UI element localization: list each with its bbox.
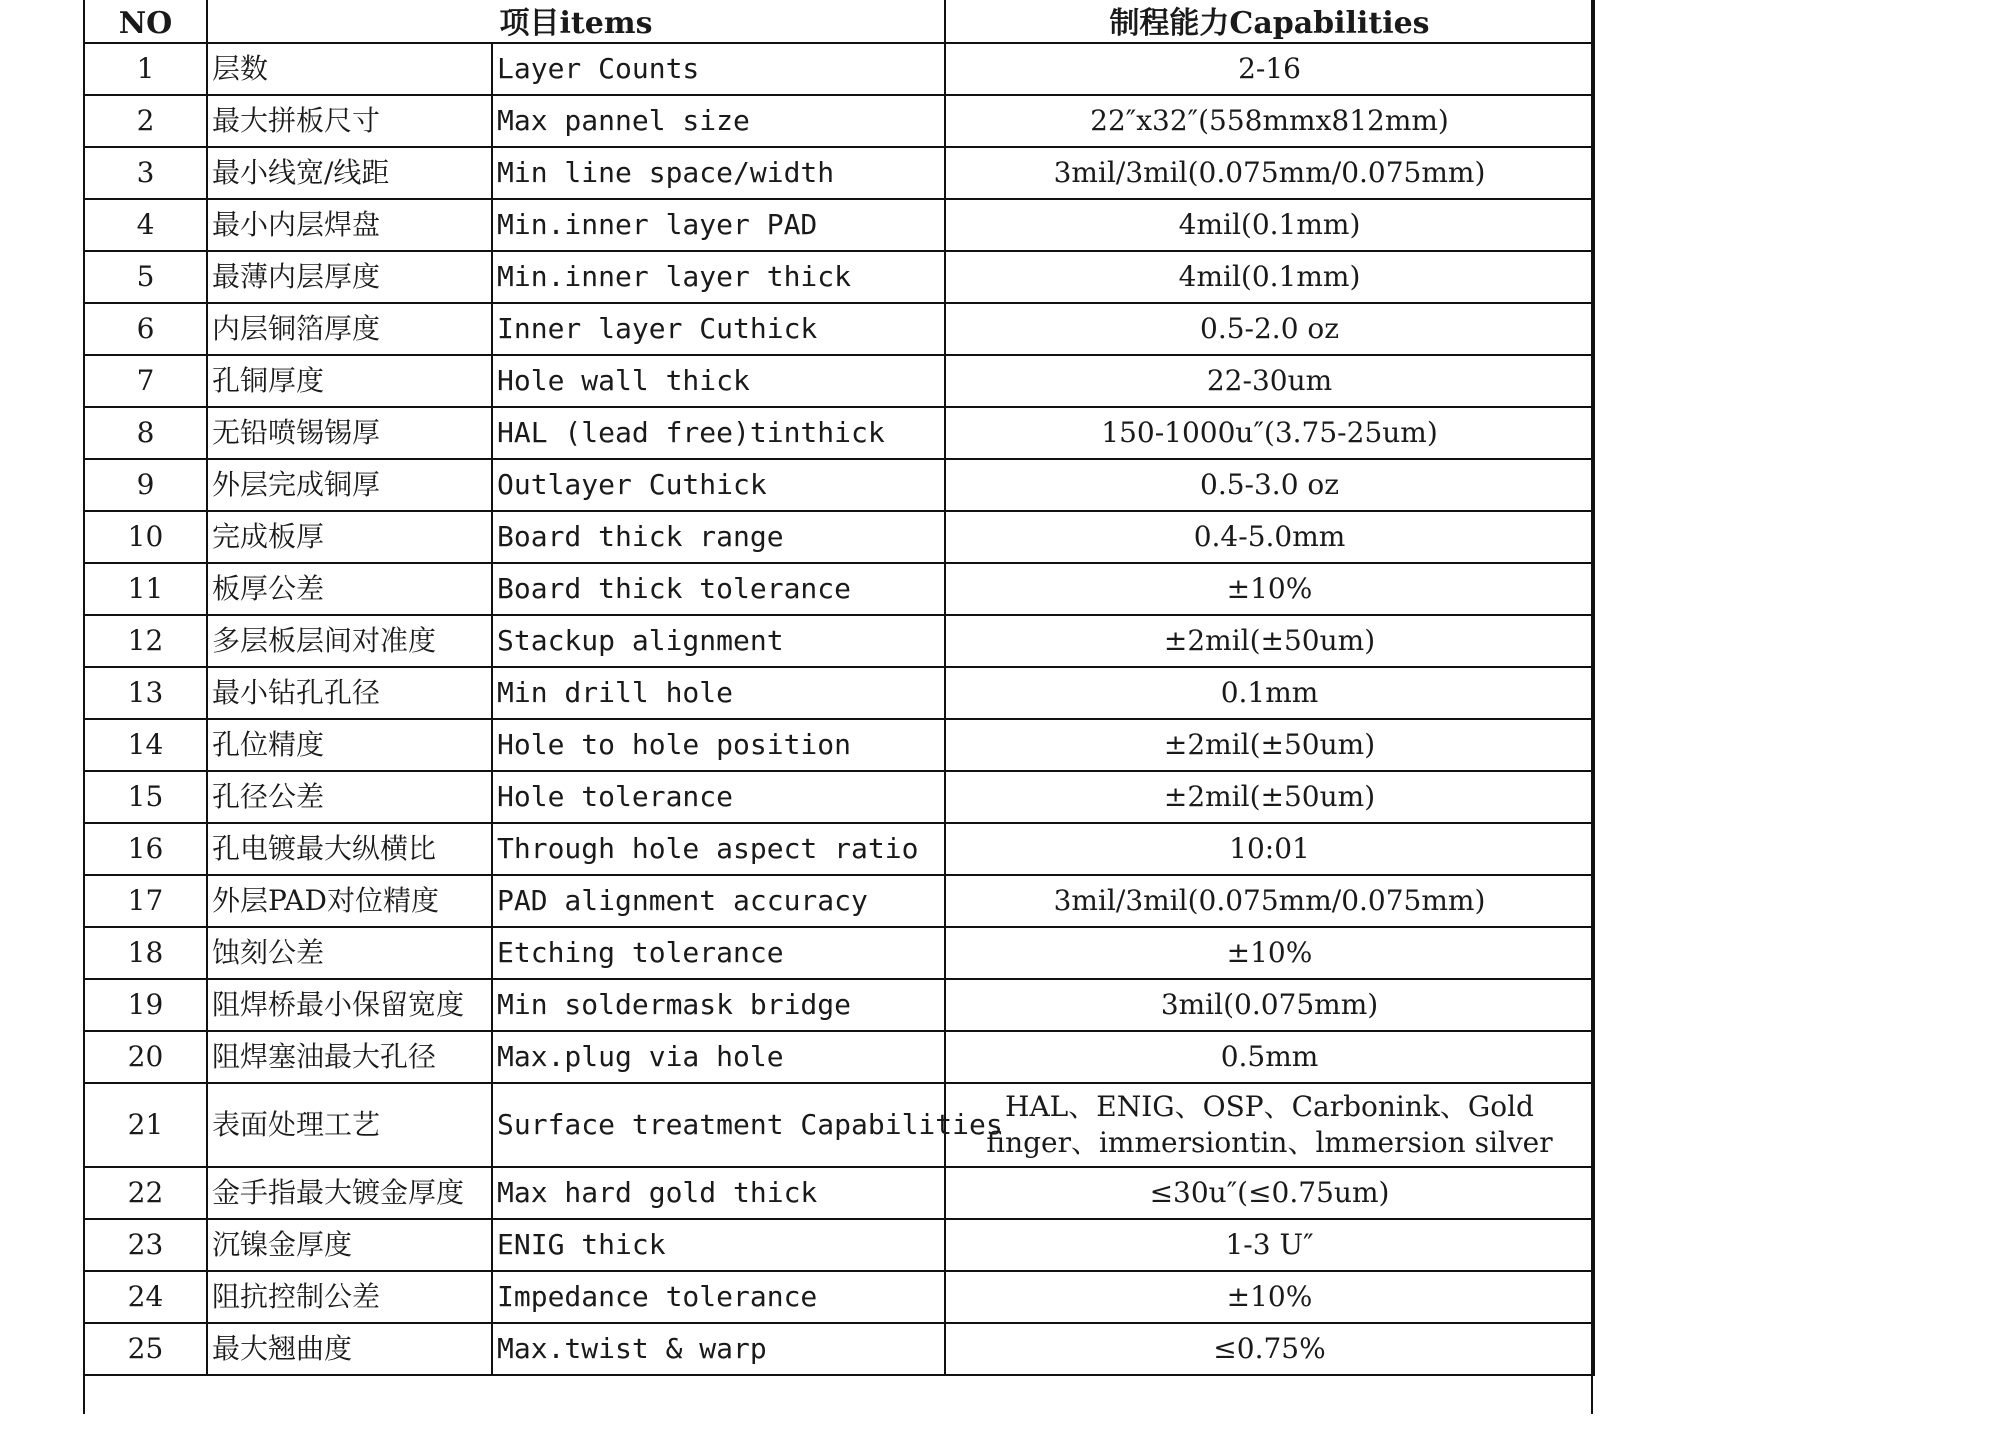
item-english-cell: Inner layer Cuthick [492, 303, 945, 355]
capability-cell [945, 43, 1594, 95]
capability-text: ≤0.75% [1213, 1332, 1326, 1365]
table-row [84, 303, 1594, 355]
capability-text: HAL、ENIG、OSP、Carbonink、Gold finger、immersiontin、lmmersion silver [986, 1090, 1553, 1159]
item-chinese-cell: 最大拼板尺寸 [207, 95, 492, 147]
capability-cell [945, 719, 1594, 771]
capability-cell [945, 563, 1594, 615]
row-number-cell: 16 [84, 823, 207, 875]
capability-text: 3mil/3mil(0.075mm/0.075mm) [1053, 156, 1486, 189]
capability-cell [945, 1323, 1594, 1375]
row-number-cell: 10 [84, 511, 207, 563]
item-english-cell: Min drill hole [492, 667, 945, 719]
row-number-cell: 1 [84, 43, 207, 95]
item-chinese-cell: 阻抗控制公差 [207, 1271, 492, 1323]
row-number-cell: 12 [84, 615, 207, 667]
item-english-cell: Surface treatment Capabilities [492, 1083, 945, 1167]
item-english-cell: Board thick range [492, 511, 945, 563]
capability-cell [945, 667, 1594, 719]
table-row [84, 615, 1594, 667]
capability-text: 22-30um [1206, 364, 1333, 397]
item-english-cell: Min.inner layer thick [492, 251, 945, 303]
item-chinese-cell: 外层完成铜厚 [207, 459, 492, 511]
capability-text: ≤30u″(≤0.75um) [1149, 1176, 1390, 1209]
table-row [84, 667, 1594, 719]
item-chinese-cell: 层数 [207, 43, 492, 95]
row-number-cell: 5 [84, 251, 207, 303]
capability-cell [945, 355, 1594, 407]
item-chinese-cell: 完成板厚 [207, 511, 492, 563]
item-english-cell: Max hard gold thick [492, 1167, 945, 1219]
table-row [84, 1031, 1594, 1083]
table-row [84, 355, 1594, 407]
item-chinese-cell: 金手指最大镀金厚度 [207, 1167, 492, 1219]
table-row [84, 875, 1594, 927]
capability-text: 0.4-5.0mm [1193, 520, 1346, 553]
capability-cell [945, 875, 1594, 927]
capability-text: ±2mil(±50um) [1163, 624, 1376, 657]
row-number-cell: 19 [84, 979, 207, 1031]
item-chinese-cell: 最大翘曲度 [207, 1323, 492, 1375]
row-number-cell: 17 [84, 875, 207, 927]
capability-cell [945, 927, 1594, 979]
capability-cell [945, 251, 1594, 303]
header-items: 项目items [207, 0, 945, 43]
item-chinese-cell: 无铅喷锡锡厚 [207, 407, 492, 459]
capability-cell [945, 1271, 1594, 1323]
item-chinese-cell: 外层PAD对位精度 [207, 875, 492, 927]
table-row [84, 199, 1594, 251]
table-row [84, 1271, 1594, 1323]
item-english-cell: Outlayer Cuthick [492, 459, 945, 511]
item-english-cell: Impedance tolerance [492, 1271, 945, 1323]
item-chinese-cell: 最小钻孔孔径 [207, 667, 492, 719]
item-english-cell: Board thick tolerance [492, 563, 945, 615]
item-chinese-cell: 沉镍金厚度 [207, 1219, 492, 1271]
capability-text: 3mil/3mil(0.075mm/0.075mm) [1053, 884, 1486, 917]
item-chinese-cell: 最薄内层厚度 [207, 251, 492, 303]
table-row [84, 251, 1594, 303]
table-row [84, 1167, 1594, 1219]
item-english-cell: Through hole aspect ratio [492, 823, 945, 875]
capability-cell [945, 199, 1594, 251]
item-english-cell: Hole wall thick [492, 355, 945, 407]
item-chinese-cell: 多层板层间对准度 [207, 615, 492, 667]
item-chinese-cell: 内层铜箔厚度 [207, 303, 492, 355]
capability-cell [945, 615, 1594, 667]
capability-text: 1-3 U″ [1225, 1228, 1314, 1261]
item-english-cell: Max pannel size [492, 95, 945, 147]
capability-text: 0.5-3.0 oz [1200, 468, 1340, 501]
table-row [84, 511, 1594, 563]
row-number-cell: 23 [84, 1219, 207, 1271]
row-number-cell: 20 [84, 1031, 207, 1083]
capability-cell [945, 979, 1594, 1031]
row-number-cell: 4 [84, 199, 207, 251]
row-number-cell: 14 [84, 719, 207, 771]
capability-cell [945, 459, 1594, 511]
table-row [84, 563, 1594, 615]
row-number-cell: 6 [84, 303, 207, 355]
capability-text: 22″x32″(558mmx812mm) [1090, 104, 1449, 137]
table-row [84, 95, 1594, 147]
item-english-cell: Layer Counts [492, 43, 945, 95]
item-english-cell: Hole tolerance [492, 771, 945, 823]
row-number-cell: 25 [84, 1323, 207, 1375]
capability-text: ±2mil(±50um) [1163, 728, 1376, 761]
item-english-cell: Hole to hole position [492, 719, 945, 771]
row-number-cell: 18 [84, 927, 207, 979]
item-english-cell: Min soldermask bridge [492, 979, 945, 1031]
header-no: NO [84, 0, 207, 43]
capability-cell [945, 823, 1594, 875]
row-number-cell: 8 [84, 407, 207, 459]
row-number-cell: 9 [84, 459, 207, 511]
item-english-cell: Stackup alignment [492, 615, 945, 667]
capability-cell [945, 771, 1594, 823]
capability-cell [945, 303, 1594, 355]
row-number-cell: 13 [84, 667, 207, 719]
item-english-cell: Etching tolerance [492, 927, 945, 979]
capability-cell [945, 95, 1594, 147]
table-row [84, 1219, 1594, 1271]
item-chinese-cell: 阻焊塞油最大孔径 [207, 1031, 492, 1083]
item-chinese-cell: 蚀刻公差 [207, 927, 492, 979]
item-chinese-cell: 孔径公差 [207, 771, 492, 823]
capability-text: 10:01 [1229, 832, 1310, 865]
row-number-cell: 22 [84, 1167, 207, 1219]
table-row [84, 147, 1594, 199]
row-number-cell: 2 [84, 95, 207, 147]
table-row [84, 823, 1594, 875]
table-row [84, 719, 1594, 771]
row-number-cell: 15 [84, 771, 207, 823]
capability-cell [945, 1167, 1594, 1219]
item-chinese-cell: 最小线宽/线距 [207, 147, 492, 199]
item-english-cell: Max.twist & warp [492, 1323, 945, 1375]
item-chinese-cell: 孔位精度 [207, 719, 492, 771]
capability-text: ±10% [1226, 572, 1313, 605]
capability-text: 2-16 [1238, 52, 1301, 85]
item-chinese-cell: 表面处理工艺 [207, 1083, 492, 1167]
table-row [84, 771, 1594, 823]
item-chinese-cell: 最小内层焊盘 [207, 199, 492, 251]
capability-cell [945, 1031, 1594, 1083]
table-row [84, 43, 1594, 95]
capability-text: 4mil(0.1mm) [1178, 208, 1361, 241]
capability-cell [945, 407, 1594, 459]
row-number-cell: 24 [84, 1271, 207, 1323]
item-english-cell: Max.plug via hole [492, 1031, 945, 1083]
table-row [84, 979, 1594, 1031]
capability-cell [945, 1219, 1594, 1271]
table-header-row [84, 0, 1594, 43]
row-number-cell: 21 [84, 1083, 207, 1167]
table-body [84, 43, 1594, 1375]
capability-text: 3mil(0.075mm) [1160, 988, 1379, 1021]
row-number-cell: 11 [84, 563, 207, 615]
capability-cell [945, 511, 1594, 563]
item-english-cell: ENIG thick [492, 1219, 945, 1271]
item-chinese-cell: 孔电镀最大纵横比 [207, 823, 492, 875]
item-chinese-cell: 板厚公差 [207, 563, 492, 615]
capability-text: 0.5-2.0 oz [1200, 312, 1340, 345]
item-chinese-cell: 孔铜厚度 [207, 355, 492, 407]
capability-text: ±10% [1226, 1280, 1313, 1313]
table-row [84, 927, 1594, 979]
capability-cell [945, 147, 1594, 199]
capability-text: ±10% [1226, 936, 1313, 969]
item-english-cell: Min line space/width [492, 147, 945, 199]
capability-text: 150-1000u″(3.75-25um) [1101, 416, 1438, 449]
row-number-cell: 3 [84, 147, 207, 199]
capability-cell [945, 1083, 1594, 1167]
capability-text: 0.1mm [1220, 676, 1319, 709]
table-row [84, 1323, 1594, 1375]
spec-sheet [83, 0, 1593, 1414]
capability-text: ±2mil(±50um) [1163, 780, 1376, 813]
capability-text: 4mil(0.1mm) [1178, 260, 1361, 293]
table-row [84, 459, 1594, 511]
item-english-cell: Min.inner layer PAD [492, 199, 945, 251]
item-english-cell: HAL (lead free)tinthick [492, 407, 945, 459]
item-english-cell: PAD alignment accuracy [492, 875, 945, 927]
capabilities-table [83, 0, 1595, 1376]
header-capabilities: 制程能力Capabilities [945, 0, 1594, 43]
capability-text: 0.5mm [1220, 1040, 1319, 1073]
row-number-cell: 7 [84, 355, 207, 407]
table-row [84, 407, 1594, 459]
table-row [84, 1083, 1594, 1167]
item-chinese-cell: 阻焊桥最小保留宽度 [207, 979, 492, 1031]
